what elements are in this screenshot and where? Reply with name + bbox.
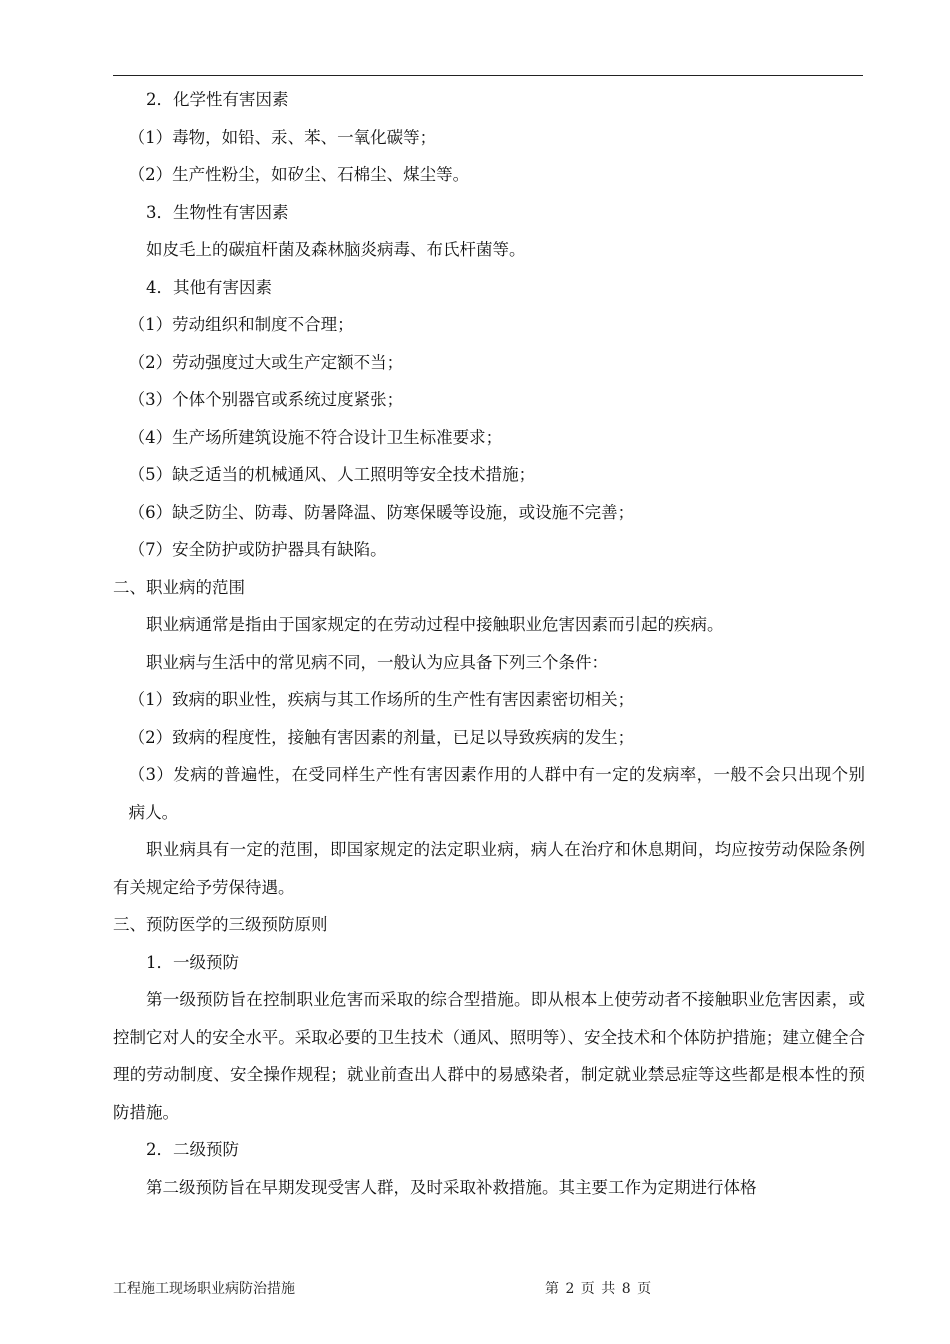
paragraph: 第二级预防旨在早期发现受害人群，及时采取补救措施。其主要工作为定期进行体格 [146,1177,757,1197]
section-heading: 二、职业病的范围 [113,577,245,597]
paragraph: （5）缺乏适当的机械通风、人工照明等安全技术措施； [128,465,536,484]
paragraph: 职业病具有一定的范围，即国家规定的法定职业病，病人在治疗和休息期间，均应按劳动保险条例有关规定给予劳保待遇。 [113,840,865,897]
paragraph: 职业病与生活中的常见病不同，一般认为应具备下列三个条件： [146,652,608,672]
paragraph: （1）毒物，如铅、汞、苯、一氧化碳等； [128,127,437,147]
document-body [113,81,865,1206]
paragraph: （4）生产场所建筑设施不符合设计卫生标准要求； [128,427,503,447]
footer-title: 工程施工现场职业病防治措施 [113,1281,295,1297]
paragraph: （6）缺乏防尘、防毒、防暑降温、防寒保暖等设施，或设施不完善； [128,502,635,522]
paragraph: （7）安全防护或防护器具有缺陷。 [128,540,387,559]
paragraph: 第一级预防旨在控制职业危害而采取的综合型措施。即从根本上使劳动者不接触职业危害因素，或控制它对人的安全水平。采取必要的卫生技术（通风、照明等）、安全技术和个体防护措施；建立健全合理的劳动制度、安全操作规程；就业前查出人群中的易感染者，制定就业禁忌症等这些都是根本性的预防措施。 [113,990,865,1122]
paragraph: 1．一级预防 [146,952,239,972]
paragraph: （2）劳动强度过大或生产定额不当； [128,352,404,372]
paragraph: （1）劳动组织和制度不合理； [128,315,354,334]
paragraph: 职业病通常是指由于国家规定的在劳动过程中接触职业危害因素而引起的疾病。 [146,615,724,634]
paragraph: （3）发病的普遍性，在受同样生产性有害因素作用的人群中有一定的发病率，一般不会只出现个别病人。 [128,765,865,822]
paragraph: （1）致病的职业性，疾病与其工作场所的生产性有害因素密切相关； [128,690,635,709]
paragraph: （2）致病的程度性，接触有害因素的剂量，已足以导致疾病的发生； [128,727,635,747]
paragraph: 4．其他有害因素 [146,277,272,297]
paragraph: 2．二级预防 [146,1140,239,1159]
paragraph: 3．生物性有害因素 [146,202,289,222]
header-rule [113,75,863,76]
paragraph: （2）生产性粉尘，如矽尘、石棉尘、煤尘等。 [128,165,470,184]
section-heading: 三、预防医学的三级预防原则 [113,915,328,934]
paragraph: （3）个体个别器官或系统过度紧张； [128,390,404,409]
paragraph: 2．化学性有害因素 [146,90,289,109]
page-number: 第 2 页 共 8 页 [545,1281,653,1297]
paragraph: 如皮毛上的碳疽杆菌及森林脑炎病毒、布氏杆菌等。 [146,240,526,259]
